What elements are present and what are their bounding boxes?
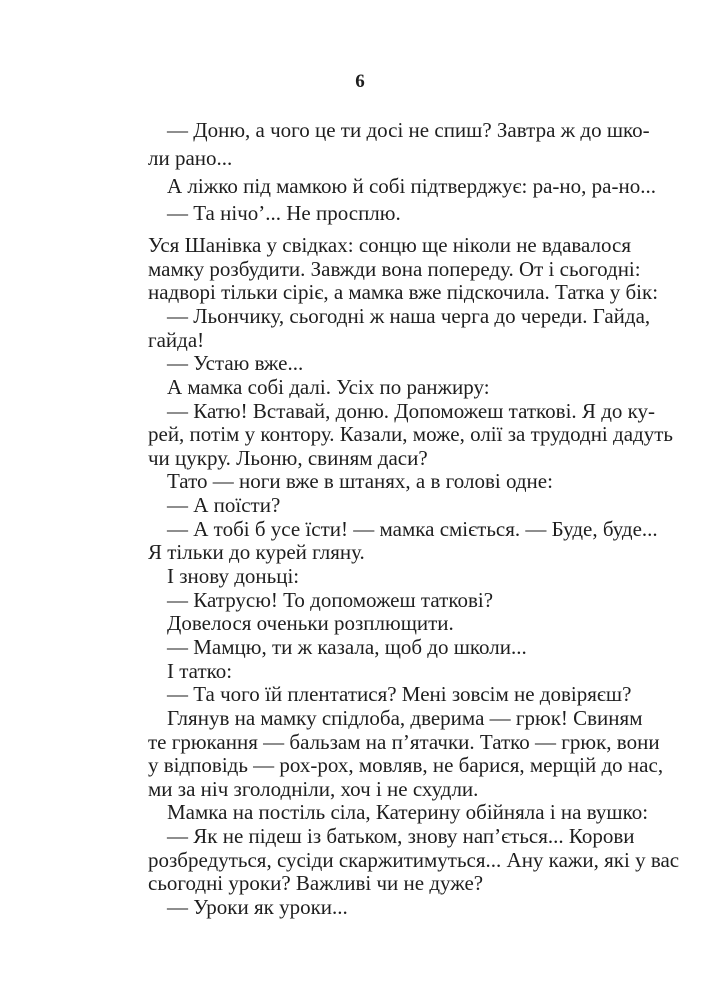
text-line: ли рано... (148, 146, 233, 170)
text-line: Довелося оченьки розплющити. (167, 611, 454, 635)
text-line: чи цукру. Льоню, свиням даси? (148, 446, 428, 470)
text-line: — А тобі б усе їсти! — мамка сміється. — Буде, буде... (167, 517, 658, 541)
text-line: — Катю! Вставай, доню. Допоможеш таткові. Я до ку- (167, 399, 656, 423)
text-line: І татко: (167, 659, 233, 683)
text-line: сьогодні уроки? Важливі чи не дуже? (148, 871, 484, 895)
text-line: — Як не підеш із батьком, знову нап’ється... Корови (167, 824, 635, 848)
text-line: мамку розбудити. Завжди вона попереду. От і сьогодні: (148, 257, 641, 281)
text-line: — А поїсти? (167, 493, 281, 517)
text-line: розбредуться, сусіди скаржитимуться... Ану кажи, які у вас (148, 848, 680, 872)
text-line: — Доню, а чого це ти досі не спиш? Завтра ж до шко- (167, 118, 650, 142)
text-line: у відповідь — рох-рох, мовляв, не барися, мерщій до нас, (148, 753, 664, 777)
text-line: Тато — ноги вже в штанях, а в голові одне: (167, 469, 553, 493)
text-line: — Льончику, сьогодні ж наша черга до череди. Гайда, (167, 304, 651, 328)
text-line: — Та нічо’... Не просплю. (167, 201, 401, 225)
text-line: Уся Шанівка у свідках: сонцю ще ніколи не вдавалося (148, 233, 632, 257)
text-line: — Уроки як уроки... (167, 895, 348, 919)
text-line: те грюкання — бальзам на п’ятачки. Татко — грюк, вони (148, 730, 660, 754)
text-line: Я тільки до курей гляну. (148, 540, 365, 564)
text-line: — Мамцю, ти ж казала, щоб до школи... (167, 635, 527, 659)
text-line: гайда! (148, 328, 205, 352)
text-line: Глянув на мамку спідлоба, дверима — грюк! Свиням (167, 706, 643, 730)
text-line: — Катрусю! То допоможеш таткові? (167, 588, 494, 612)
text-line: — Та чого їй плентатися? Мені зовсім не довіряєш? (167, 682, 632, 706)
page-number: 6 (355, 71, 365, 92)
text-line: рей, потім у контору. Казали, може, олії за трудодні дадуть (148, 422, 673, 446)
text-line: — Устаю вже... (167, 351, 304, 375)
text-line: І знову доньці: (167, 564, 300, 588)
text-line: Мамка на постіль сіла, Катерину обійняла і на вушко: (167, 800, 649, 824)
text-line: ми за ніч зголодніли, хоч і не схудли. (148, 777, 479, 801)
text-line: А мамка собі далі. Усіх по ранжиру: (167, 375, 490, 399)
text-line: А ліжко під мамкою й собі підтверджує: ра-но, ра-но... (167, 174, 656, 198)
text-line: надворі тільки сіріє, а мамка вже підскочила. Татка у бік: (148, 280, 659, 304)
